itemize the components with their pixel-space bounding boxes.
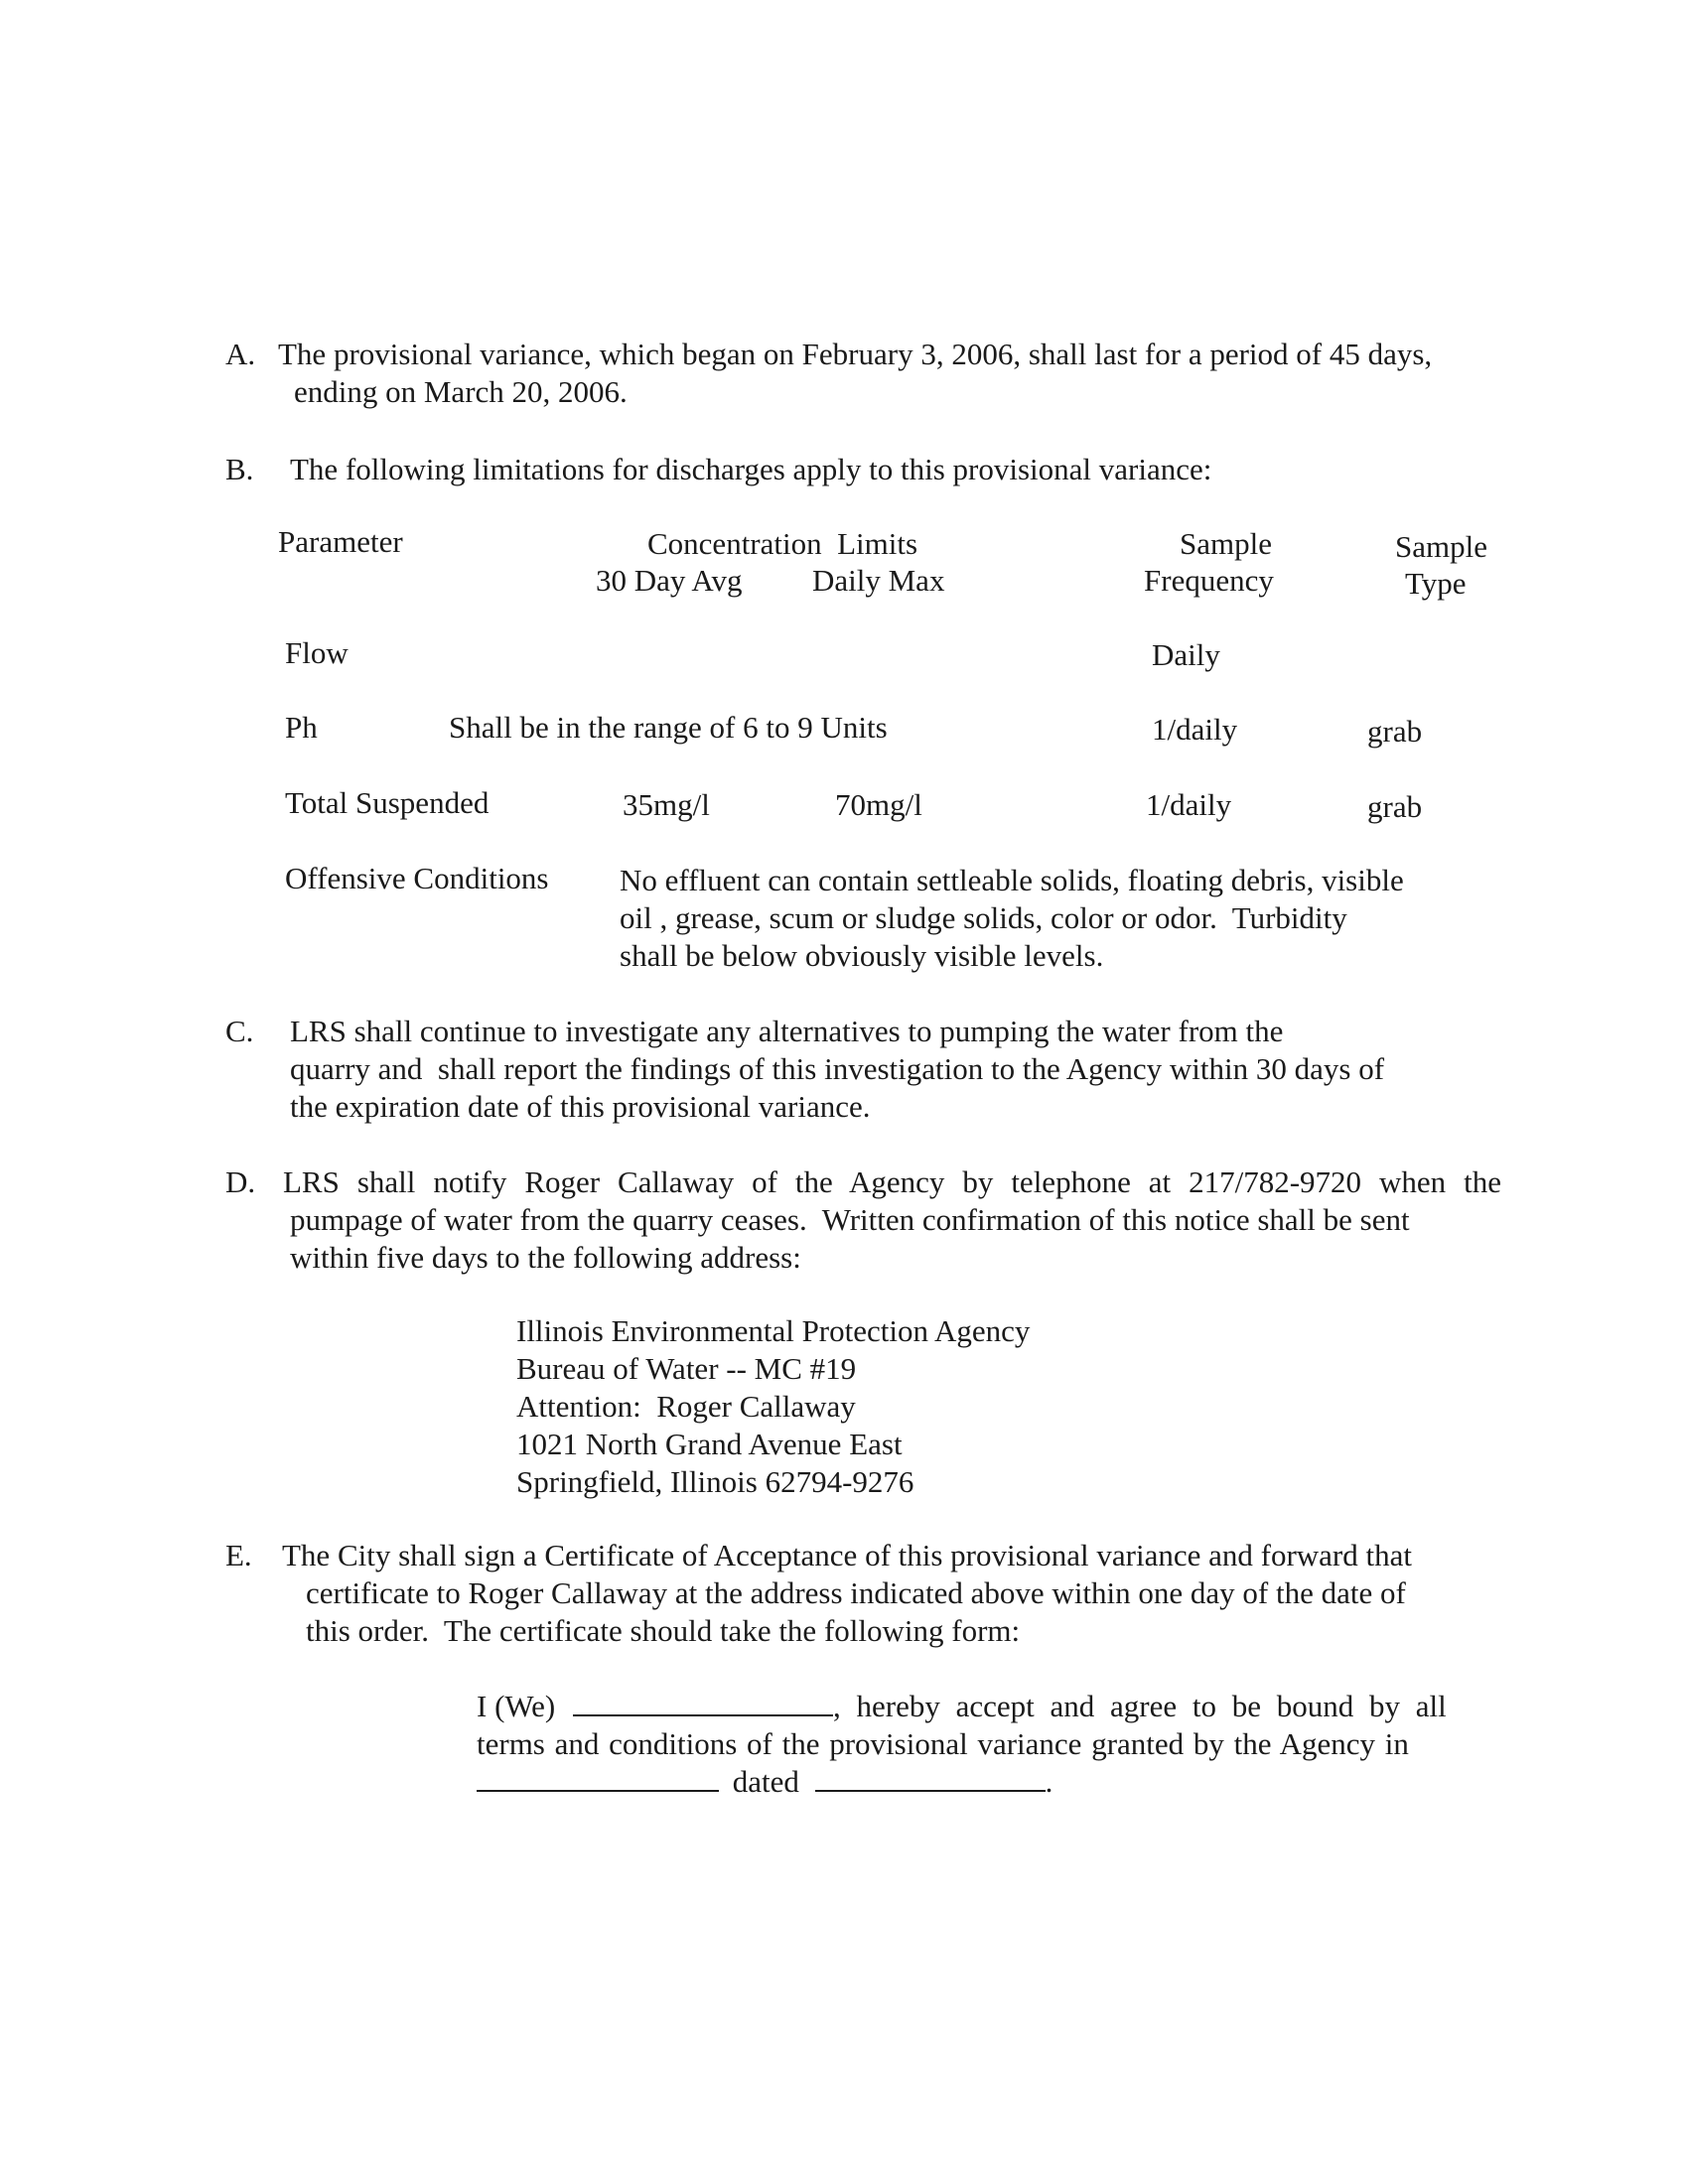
- header-sample-type-1: Sample: [1395, 529, 1487, 564]
- cert-date-blank[interactable]: [815, 1764, 1046, 1792]
- section-e-line-3: this order. The certificate should take the following form:: [306, 1613, 1021, 1648]
- section-e-line-2: certificate to Roger Callaway at the address indicated above within one day of the date of: [306, 1575, 1406, 1610]
- cert-dated-text: dated: [732, 1764, 799, 1799]
- row-tss-parameter: Total Suspended: [285, 785, 490, 820]
- header-parameter: Parameter: [278, 524, 403, 559]
- cert-period: .: [1045, 1764, 1053, 1799]
- section-a-line-1: The provisional variance, which began on February 3, 2006, shall last for a period of 45 days,: [278, 337, 1433, 371]
- cert-order-blank[interactable]: [477, 1764, 719, 1792]
- address-line-2: Bureau of Water -- MC #19: [516, 1351, 857, 1386]
- row-ph-frequency: 1/daily: [1152, 712, 1238, 747]
- row-ph-parameter: Ph: [285, 710, 318, 745]
- header-sample-frequency-1: Sample: [1180, 526, 1272, 561]
- section-c-label: C.: [225, 1014, 254, 1048]
- row-offensive-parameter: Offensive Conditions: [285, 861, 549, 895]
- section-e-line-1: The City shall sign a Certificate of Acceptance of this provisional variance and forward that: [282, 1538, 1412, 1572]
- section-d-line-1: [283, 1163, 1501, 1200]
- row-offensive-line-3: shall be below obviously visible levels.: [620, 938, 1104, 973]
- section-a-label: A.: [225, 337, 256, 371]
- cert-line-1: [477, 1688, 1447, 1724]
- section-b-label: B.: [225, 452, 254, 486]
- cert-accept-text: , hereby accept and agree to be bound by all: [833, 1689, 1447, 1723]
- section-c-line-3: the expiration date of this provisional variance.: [290, 1089, 871, 1124]
- header-sample-type-2: Type: [1405, 566, 1467, 601]
- row-flow-frequency: Daily: [1152, 637, 1220, 672]
- row-tss-30-day-avg: 35mg/l: [623, 787, 710, 822]
- row-tss-frequency: 1/daily: [1146, 787, 1232, 822]
- row-ph-type: grab: [1367, 714, 1423, 749]
- address-line-1: Illinois Environmental Protection Agency: [516, 1313, 1031, 1348]
- header-concentration-limits: Concentration Limits: [647, 526, 918, 561]
- section-a-line-2: ending on March 20, 2006.: [294, 374, 628, 409]
- cert-line-3: [477, 1763, 1052, 1800]
- section-b-intro: The following limitations for discharges apply to this provisional variance:: [290, 452, 1212, 486]
- section-c-line-2: quarry and shall report the findings of this investigation to the Agency within 30 days of: [290, 1051, 1385, 1086]
- row-flow-parameter: Flow: [285, 635, 349, 670]
- section-d-line-2: pumpage of water from the quarry ceases. Written confirmation of this notice shall be sent: [290, 1202, 1410, 1237]
- address-line-4: 1021 North Grand Avenue East: [516, 1427, 903, 1461]
- row-tss-type: grab: [1367, 789, 1423, 824]
- row-offensive-line-1: No effluent can contain settleable solids, floating debris, visible: [620, 863, 1404, 897]
- header-30-day-avg: 30 Day Avg: [596, 563, 743, 598]
- row-tss-daily-max: 70mg/l: [835, 787, 922, 822]
- cert-line-2: terms and conditions of the provisional variance granted by the Agency in: [477, 1726, 1409, 1761]
- address-line-3: Attention: Roger Callaway: [516, 1389, 856, 1424]
- section-d-label: D.: [225, 1164, 256, 1199]
- section-e-label: E.: [225, 1538, 252, 1572]
- cert-name-blank[interactable]: [573, 1689, 833, 1716]
- row-ph-range: Shall be in the range of 6 to 9 Units: [449, 710, 888, 745]
- header-daily-max: Daily Max: [812, 563, 945, 598]
- cert-iwe-text: I (We): [477, 1689, 556, 1723]
- section-d-line-1-text: LRS shall notify Roger Callaway of the Agency by telephone at 217/782-9720 when the: [283, 1164, 1501, 1199]
- row-offensive-line-2: oil , grease, scum or sludge solids, color or odor. Turbidity: [620, 900, 1347, 935]
- section-c-line-1: LRS shall continue to investigate any alternatives to pumping the water from the: [290, 1014, 1284, 1048]
- address-line-5: Springfield, Illinois 62794-9276: [516, 1464, 914, 1499]
- section-d-line-3: within five days to the following address:: [290, 1240, 801, 1275]
- header-sample-frequency-2: Frequency: [1144, 563, 1274, 598]
